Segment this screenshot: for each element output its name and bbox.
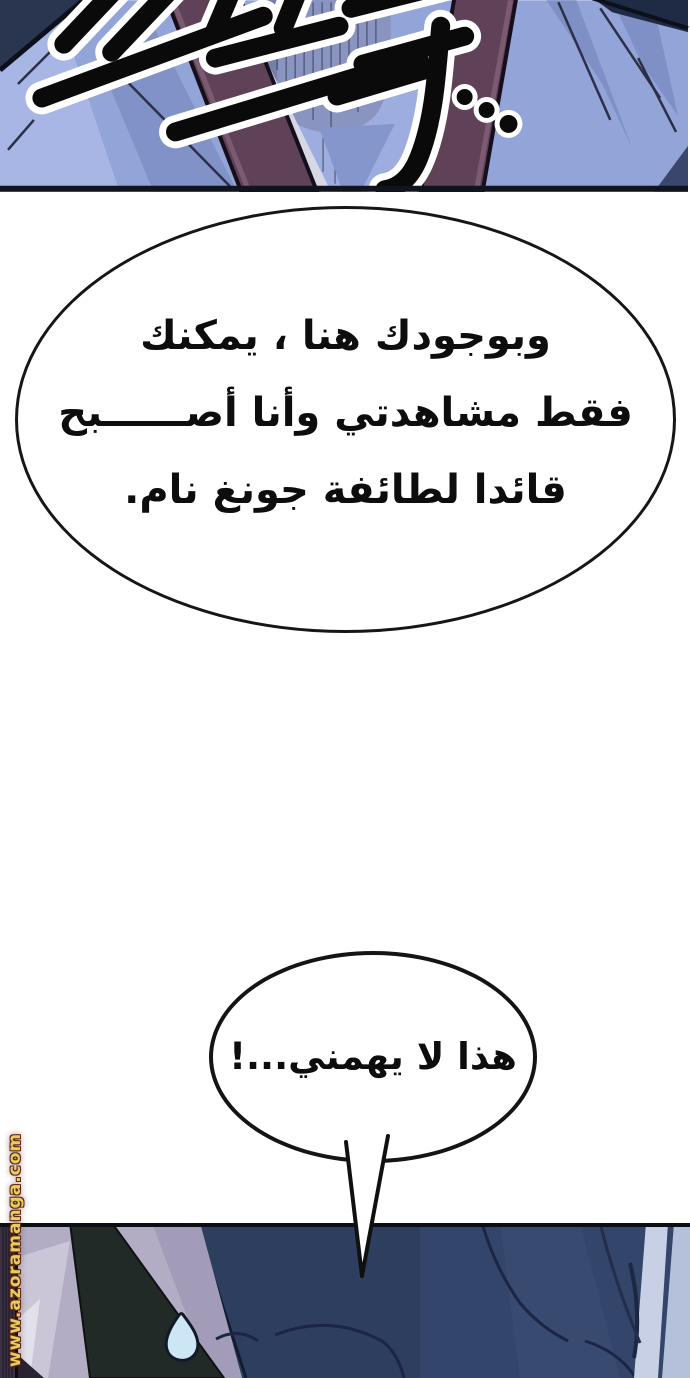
top-panel [0,0,690,192]
panel-border [0,186,688,192]
watermark: www.azoramanga.com [5,1132,25,1368]
large-speech-bubble [15,206,676,633]
speech-bubble-tail [320,1128,410,1280]
bubble-text-line-3: قائدا لطائفة جونغ نام. [124,467,567,514]
large-bubble-text [58,298,633,530]
bubble-text-line-2: فقط مشاهدتي وأنا أصــــــبح [58,389,633,436]
small-bubble-text: هذا لا يهمني...! [229,1034,517,1078]
top-panel-art [0,0,690,192]
bubble-text-line-1: وبوجودك هنا ، يمكنك [140,312,551,359]
